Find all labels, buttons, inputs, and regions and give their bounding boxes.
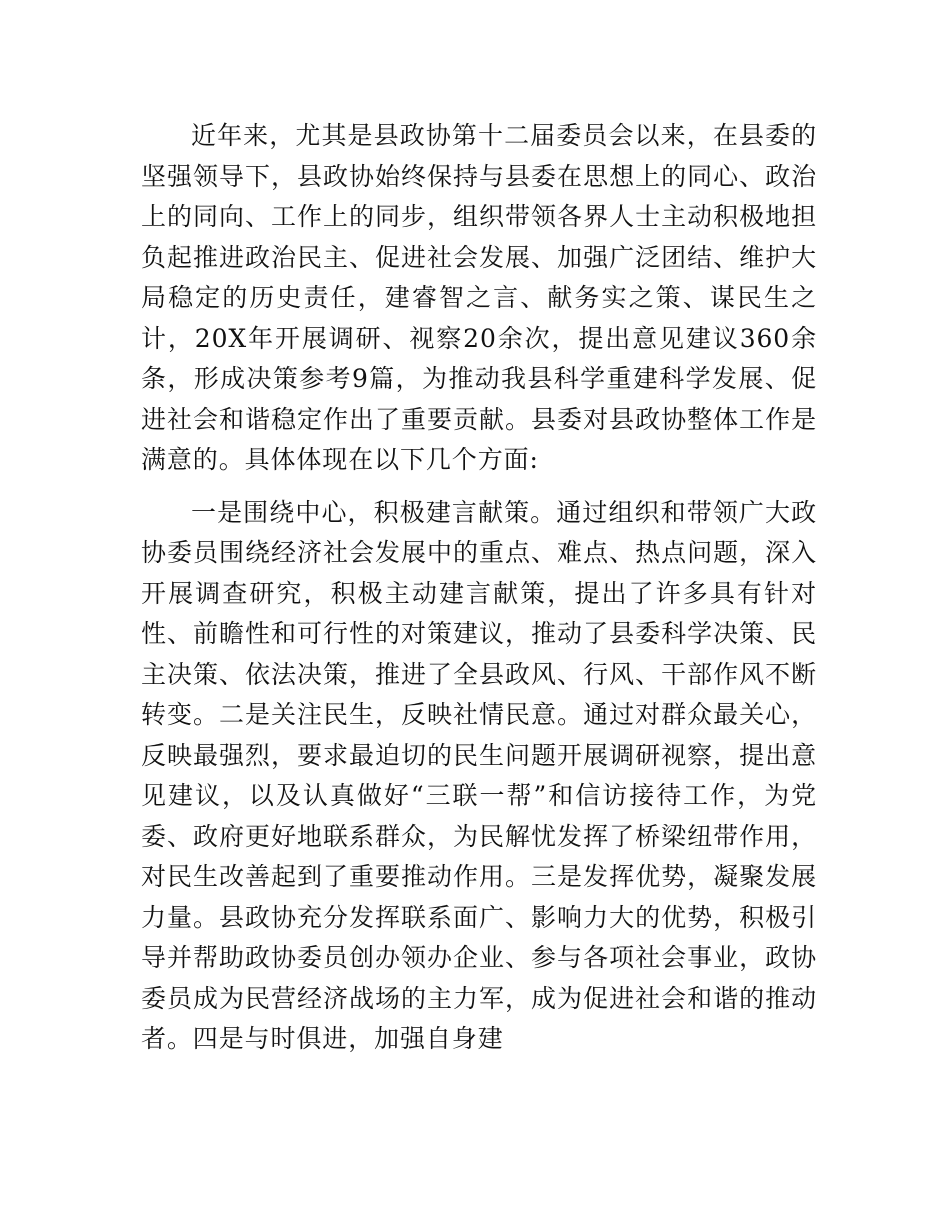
document-body bbox=[141, 116, 817, 1072]
paragraph-intro: 近年来，尤其是县政协第十二届委员会以来，在县委的坚强领导下，县政协始终保持与县委在思想上的同心、政治上的同向、工作上的同步，组织带领各界人士主动积极地担负起推进政治民主、促进社会发展、加强广泛团结、维护大局稳定的历史责任，建睿智之言、献务实之策、谋民生之计，20X年开展调研、视察20余次，提出意见建议360余条，形成决策参考9篇，为推动我县科学重建科学发展、促进社会和谐稳定作出了重要贡献。县委对县政协整体工作是满意的。具体体现在以下几个方面: bbox=[141, 121, 817, 474]
paragraph-aspects: 一是围绕中心，积极建言献策。通过组织和带领广大政协委员围绕经济社会发展中的重点、难点、热点问题，深入开展调查研究，积极主动建言献策，提出了许多具有针对性、前瞻性和可行性的对策建议，推动了县委科学决策、民主决策、依法决策，推进了全县政风、行风、干部作风不断转变。二是关注民生，反映社情民意。通过对群众最关心，反映最强烈，要求最迫切的民生问题开展调研视察，提出意见建议，以及认真做好“三联一帮”和信访接待工作，为党委、政府更好地联系群众，为民解忧发挥了桥梁纽带作用，对民生改善起到了重要推动作用。三是发挥优势，凝聚发展力量。县政协充分发挥联系面广、影响力大的优势，积极引导并帮助政协委员创办领办企业、参与各项社会事业，政协委员成为民营经济战场的主力军，成为促进社会和谐的推动者。四是与时俱进，加强自身建 bbox=[141, 497, 817, 1053]
